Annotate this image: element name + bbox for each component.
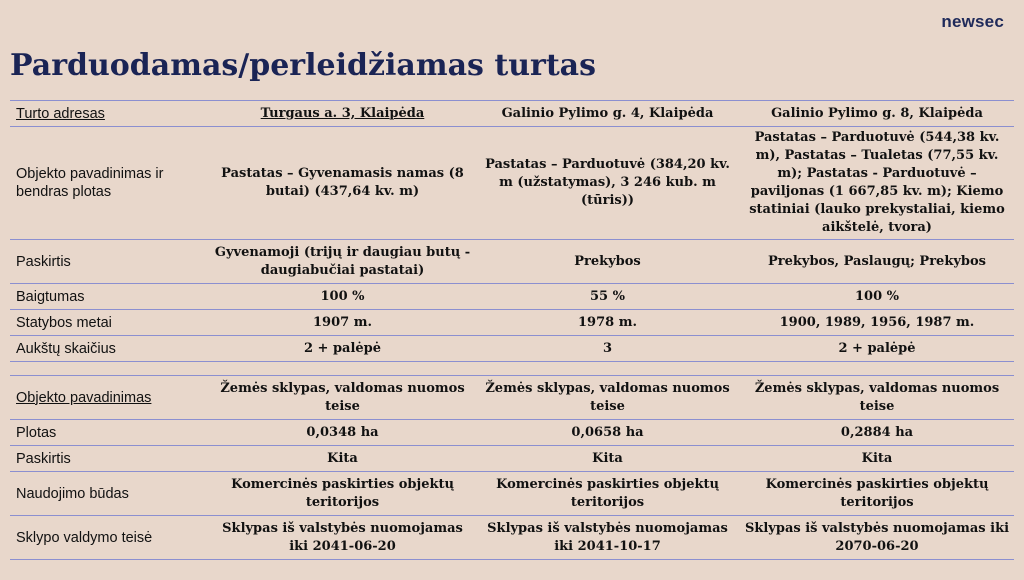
row-label: Sklypo valdymo teisė <box>10 516 210 560</box>
page-title: Parduodamas/perleidžiamas turtas <box>10 48 597 83</box>
value-cell: 1907 m. <box>210 310 475 336</box>
value-cell: Sklypas iš valstybės nuomojamas iki 2041-10-17 <box>475 516 740 560</box>
value-cell: Kita <box>475 446 740 472</box>
value-cell: 55 % <box>475 284 740 310</box>
row-label: Paskirtis <box>10 240 210 284</box>
value-cell: Pastatas – Parduotuvė (384,20 kv. m (užstatymas), 3 246 kub. m (tūris)) <box>475 127 740 240</box>
value-cell: Komercinės paskirties objektų teritorijos <box>475 472 740 516</box>
value-cell: 0,0348 ha <box>210 420 475 446</box>
value-cell: 2 + palėpė <box>740 336 1014 362</box>
value-cell: Pastatas – Gyvenamasis namas (8 butai) (437,64 kv. m) <box>210 127 475 240</box>
newsec-logo: newsec <box>941 12 1004 31</box>
value-cell: Prekybos, Paslaugų; Prekybos <box>740 240 1014 284</box>
table-row <box>10 310 1014 336</box>
table-row <box>10 284 1014 310</box>
value-cell: Sklypas iš valstybės nuomojamas iki 2070-06-20 <box>740 516 1014 560</box>
row-label: Plotas <box>10 420 210 446</box>
header-label: Turto adresas <box>10 101 210 127</box>
table-header-row <box>10 376 1014 420</box>
table-header-row <box>10 101 1014 127</box>
value-cell: Prekybos <box>475 240 740 284</box>
row-label: Aukštų skaičius <box>10 336 210 362</box>
value-cell: 100 % <box>740 284 1014 310</box>
row-label: Objekto pavadinimas ir bendras plotas <box>10 127 210 240</box>
value-cell: Kita <box>740 446 1014 472</box>
value-cell: Žemės sklypas, valdomas nuomos teise <box>210 376 475 420</box>
value-cell: 1978 m. <box>475 310 740 336</box>
property-table <box>10 100 1014 362</box>
table-row <box>10 420 1014 446</box>
value-cell: Gyvenamoji (trijų ir daugiau butų - daugiabučiai pastatai) <box>210 240 475 284</box>
value-cell: Pastatas – Parduotuvė (544,38 kv. m), Pastatas – Tualetas (77,55 kv. m); Pastatas - Parduotuvė – paviljonas (1 667,85 kv. m); Kiemo statiniai (lauko prekystaliai, kiemo aikštelė, tvora) <box>740 127 1014 240</box>
value-cell: 2 + palėpė <box>210 336 475 362</box>
row-label: Baigtumas <box>10 284 210 310</box>
table-row <box>10 446 1014 472</box>
value-cell: Sklypas iš valstybės nuomojamas iki 2041-06-20 <box>210 516 475 560</box>
value-cell: 0,0658 ha <box>475 420 740 446</box>
value-cell: 3 <box>475 336 740 362</box>
value-cell: Žemės sklypas, valdomas nuomos teise <box>740 376 1014 420</box>
table-row <box>10 240 1014 284</box>
land-table <box>10 375 1014 560</box>
table-row <box>10 516 1014 560</box>
table-row <box>10 127 1014 240</box>
row-label: Naudojimo būdas <box>10 472 210 516</box>
address-cell: Galinio Pylimo g. 4, Klaipėda <box>475 101 740 127</box>
row-label: Paskirtis <box>10 446 210 472</box>
value-cell: Komercinės paskirties objektų teritorijos <box>740 472 1014 516</box>
value-cell: 0,2884 ha <box>740 420 1014 446</box>
value-cell: Komercinės paskirties objektų teritorijos <box>210 472 475 516</box>
address-cell: Galinio Pylimo g. 8, Klaipėda <box>740 101 1014 127</box>
value-cell: Kita <box>210 446 475 472</box>
header-label: Objekto pavadinimas <box>10 376 210 420</box>
address-cell: Turgaus a. 3, Klaipėda <box>210 101 475 127</box>
table-row <box>10 336 1014 362</box>
value-cell: Žemės sklypas, valdomas nuomos teise <box>475 376 740 420</box>
value-cell: 1900, 1989, 1956, 1987 m. <box>740 310 1014 336</box>
value-cell: 100 % <box>210 284 475 310</box>
table-row <box>10 472 1014 516</box>
row-label: Statybos metai <box>10 310 210 336</box>
